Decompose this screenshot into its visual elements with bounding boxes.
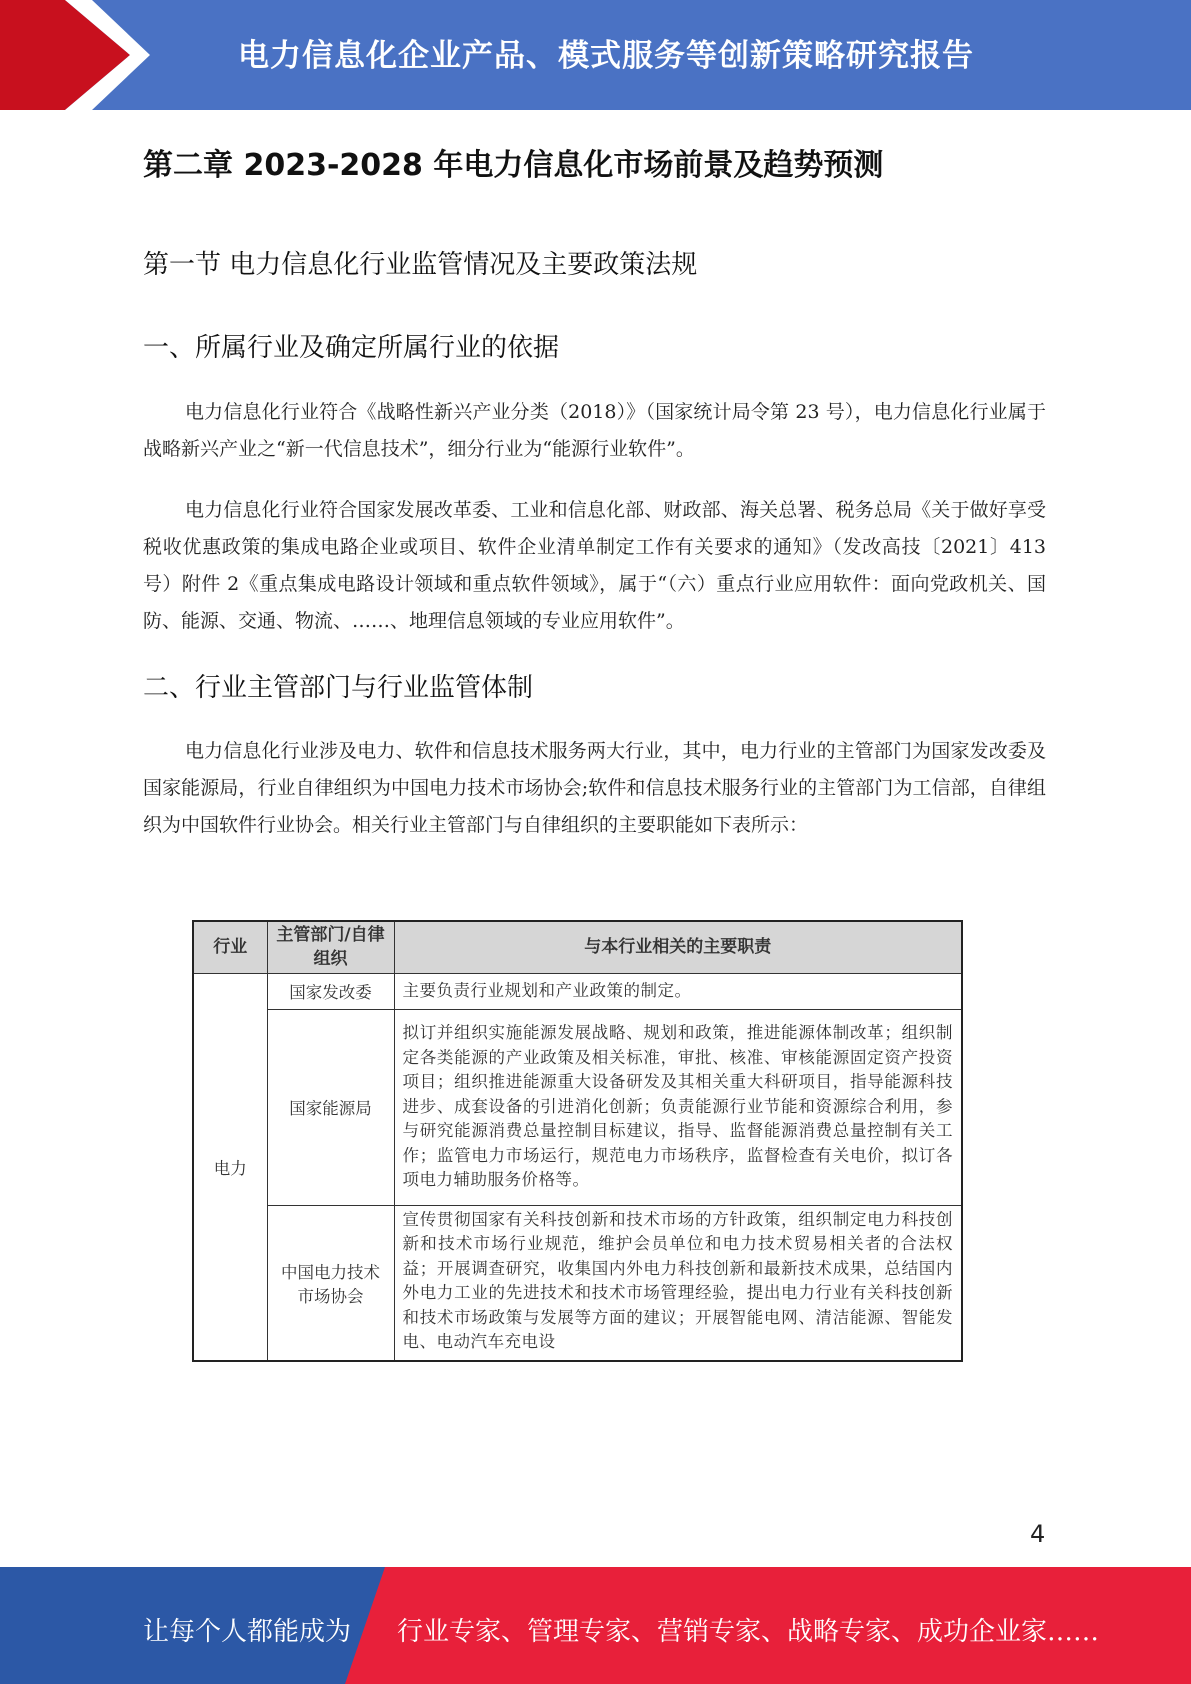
footer-banner: [0, 1567, 1191, 1684]
paragraph-2: 电力信息化行业符合国家发展改革委、工业和信息化部、财政部、海关总署、税务总局《关于做好享受税收优惠政策的集成电路企业或项目、软件企业清单制定工作有关要求的通知》（发改高技〔2021〕413 号）附件 2《重点集成电路设计领域和重点软件领域》，属于“（六）重点行业应用软件：面向党政机关、国防、能源、交通、物流、……、地理信息领域的专业应用软件”。: [143, 499, 1046, 632]
paragraph-3: 电力信息化行业涉及电力、软件和信息技术服务两大行业，其中，电力行业的主管部门为国家发改委及国家能源局，行业自律组织为中国电力技术市场协会;软件和信息技术服务行业的主管部门为工信部，自律组织为中国软件行业协会。相关行业主管部门与自律组织的主要职能如下表所示：: [143, 740, 1046, 836]
header-title: 电力信息化企业产品、模式服务等创新策略研究报告: [238, 38, 974, 74]
table-cell-department: 国家能源局: [267, 1009, 394, 1205]
table-cell-duty-truncated: [394, 1205, 962, 1361]
table-cell-duty-text: 宣传贯彻国家有关科技创新和技术市场的方针政策，组织制定电力科技创新和技术市场行业规范，维护会员单位和电力技术贸易相关者的合法权益；开展调查研究，收集国内外电力科技创新和最新技术成果，总结国内外电力工业的先进技术和技术市场管理经验，提出电力行业有关科技创新和技术市场政策与发展等方面的建议；开展智能电网、清洁能源、智能发电、电动汽车充电设: [402, 1209, 953, 1351]
section-title: 第一节 电力信息化行业监管情况及主要政策法规: [143, 250, 698, 280]
subsection-title-2: 二、行业主管部门与行业监管体制: [143, 673, 534, 703]
table-cell-industry: 电力: [193, 973, 267, 1361]
footer-slogan-left: 让每个人都能成为: [143, 1617, 352, 1647]
page-number: 4: [1030, 1520, 1046, 1548]
table-cell-department: 国家发改委: [267, 973, 394, 1009]
table-header-duty: 与本行业相关的主要职责: [394, 921, 962, 973]
paragraph-1: 电力信息化行业符合《战略性新兴产业分类（2018）》（国家统计局令第 23 号），电力信息化行业属于战略新兴产业之“新一代信息技术”，细分行业为“能源行业软件”。: [143, 401, 1046, 460]
subsection-title-1: 一、所属行业及确定所属行业的依据: [143, 333, 560, 363]
footer-slogan-right: 行业专家、管理专家、营销专家、战略专家、成功企业家……: [397, 1617, 1100, 1647]
table-row: [193, 1205, 962, 1361]
table-row: [193, 1009, 962, 1205]
table-row: [193, 973, 962, 1009]
chapter-title: 第二章 2023-2028 年电力信息化市场前景及趋势预测: [143, 148, 884, 183]
table-cell-duty: 拟订并组织实施能源发展战略、规划和政策，推进能源体制改革；组织制定各类能源的产业政策及相关标准，审批、核准、审核能源固定资产投资项目；组织推进能源重大设备研发及其相关重大科研项目，指导能源科技进步、成套设备的引进消化创新；负责能源行业节能和资源综合利用，参与研究能源消费总量控制目标建议，指导、监督能源消费总量控制有关工作；监管电力市场运行，规范电力市场秩序，监督检查有关电价，拟订各项电力辅助服务价格等。: [394, 1009, 962, 1205]
header-banner: [0, 0, 1191, 110]
table-header-department: 主管部门/自律组织: [267, 921, 394, 973]
table-cell-department: 中国电力技术市场协会: [267, 1205, 394, 1361]
table-header-row: [193, 921, 962, 973]
responsibility-table: [192, 920, 963, 1362]
table-header-industry: 行业: [193, 921, 267, 973]
table-cell-duty: 主要负责行业规划和产业政策的制定。: [394, 973, 962, 1009]
